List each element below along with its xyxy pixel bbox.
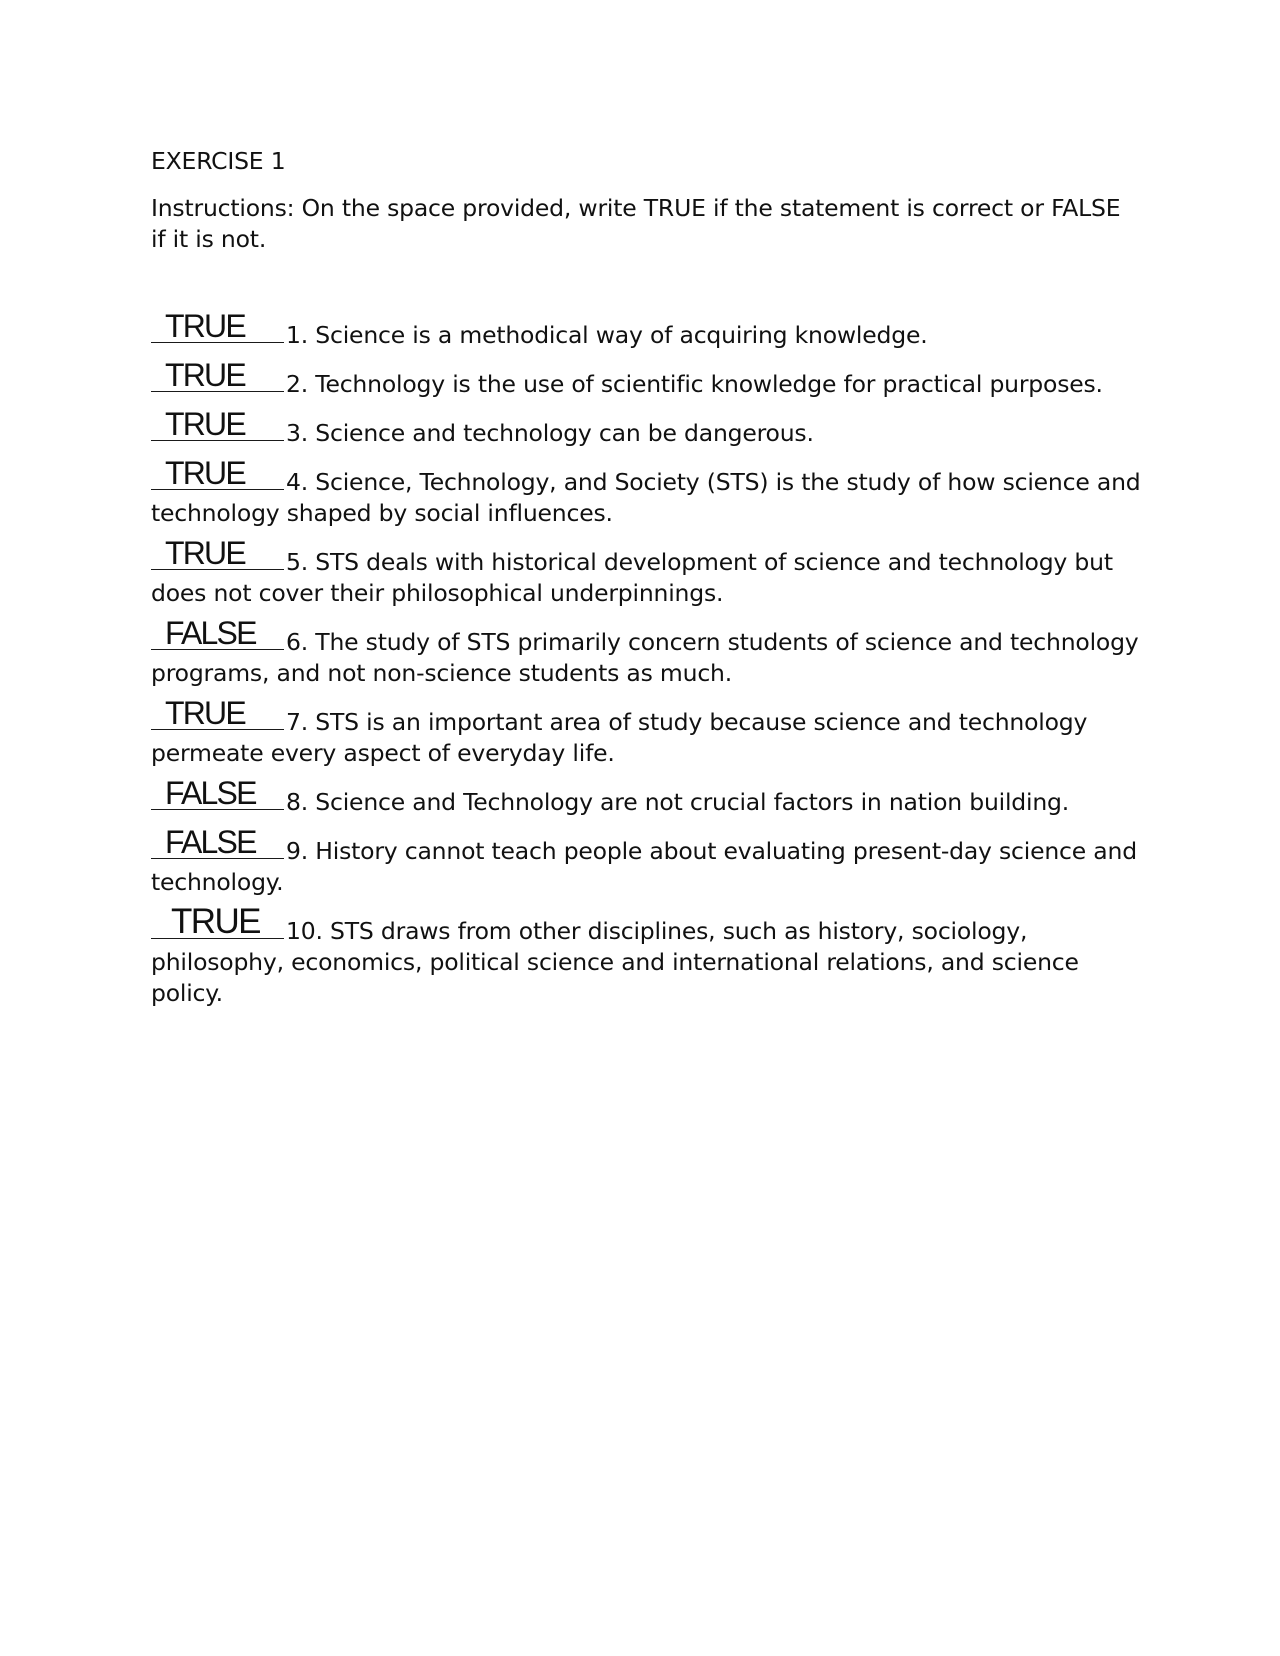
- answer-blank[interactable]: [151, 695, 284, 731]
- question-item: [151, 308, 1141, 351]
- question-text: 10. STS draws from other disciplines, such as history, sociology, philosophy, economics, political science and international relations, and science policy.: [151, 917, 1079, 1007]
- answer-blank[interactable]: [151, 455, 284, 491]
- answer-text: TRUE: [165, 695, 245, 731]
- question-text: 3. Science and technology can be dangerous.: [286, 419, 814, 447]
- question-item: [151, 455, 1141, 529]
- worksheet-content: [151, 146, 1141, 1025]
- answer-text: TRUE: [165, 535, 245, 571]
- instructions-false-word: FALSE: [1051, 194, 1121, 222]
- question-item: [151, 357, 1141, 400]
- question-text: 2. Technology is the use of scientific knowledge for practical purposes.: [286, 370, 1103, 398]
- question-item: [151, 824, 1141, 898]
- answer-text: TRUE: [165, 357, 245, 393]
- question-text: 1. Science is a methodical way of acquiring knowledge.: [286, 321, 928, 349]
- answer-text: FALSE: [165, 824, 256, 860]
- question-item: [151, 695, 1141, 769]
- question-item: [151, 775, 1141, 818]
- instructions-true-word: TRUE: [643, 194, 706, 222]
- answer-blank[interactable]: [151, 775, 284, 811]
- answer-blank[interactable]: [151, 308, 284, 344]
- question-text: 4. Science, Technology, and Society (STS) is the study of how science and technology shaped by social influences.: [151, 468, 1141, 527]
- instructions-suffix: if it is not.: [151, 225, 267, 253]
- instructions-middle: if the statement is correct or: [705, 194, 1052, 222]
- question-item: [151, 615, 1141, 689]
- question-item: [151, 535, 1141, 609]
- question-text: 6. The study of STS primarily concern students of science and technology programs, and not non-science students as much.: [151, 628, 1139, 687]
- question-list: [151, 308, 1141, 1009]
- answer-blank[interactable]: [151, 824, 284, 860]
- answer-blank[interactable]: [151, 902, 284, 941]
- instructions: [151, 193, 1141, 255]
- question-item: [151, 406, 1141, 449]
- answer-text: FALSE: [165, 775, 256, 811]
- answer-text: TRUE: [165, 406, 245, 442]
- answer-text: TRUE: [171, 902, 260, 941]
- answer-blank[interactable]: [151, 615, 284, 651]
- answer-blank[interactable]: [151, 406, 284, 442]
- question-text: 7. STS is an important area of study because science and technology permeate every aspect of everyday life.: [151, 708, 1088, 767]
- answer-blank[interactable]: [151, 535, 284, 571]
- answer-blank[interactable]: [151, 357, 284, 393]
- question-item: [151, 902, 1141, 1009]
- exercise-title: EXERCISE 1: [151, 147, 286, 175]
- answer-text: TRUE: [165, 455, 245, 491]
- question-text: 8. Science and Technology are not crucial factors in nation building.: [286, 788, 1070, 816]
- answer-text: TRUE: [165, 308, 245, 344]
- instructions-prefix: Instructions: On the space provided, write: [151, 194, 644, 222]
- question-text: 9. History cannot teach people about evaluating present-day science and technology.: [151, 837, 1137, 896]
- answer-text: FALSE: [165, 615, 256, 651]
- question-text: 5. STS deals with historical development of science and technology but does not cover their philosophical underpinnings.: [151, 548, 1113, 607]
